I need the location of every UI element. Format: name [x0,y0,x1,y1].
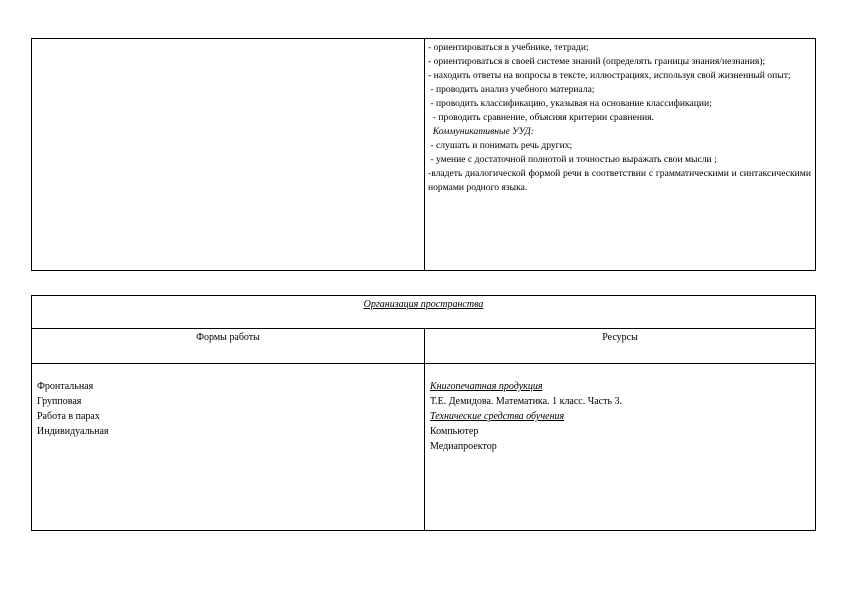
resource-category: Технические средства обучения [430,411,565,422]
skill-line: - находить ответы на вопросы в тексте, иллюстрациях, используя свой жизненный опыт; [428,70,791,81]
uud-skills-cell [428,41,811,195]
skill-line: - умение с достаточной полнотой и точностью выражать свои мысли ; [428,154,717,165]
skill-line: - ориентироваться в учебнике, тетради; [428,42,589,53]
column-divider [424,328,425,530]
communicative-uud-heading: Коммуникативные УУД: [428,126,534,137]
column-divider [424,39,425,270]
table-title: Организация пространства [363,299,484,310]
skill-line: -владеть диалогической формой речи в соответствии с грамматическими и синтаксическими нормами родного языка. [428,168,811,193]
uud-table [31,38,816,271]
form-item: Индивидуальная [37,426,109,437]
form-item: Групповая [37,396,82,407]
forms-header: Формы работы [196,332,260,343]
resources-cell [430,379,622,454]
skill-line: - ориентироваться в своей системе знаний (определять границы знания/незнания); [428,56,766,67]
resource-item: Компьютер [430,426,479,437]
forms-cell [37,379,109,439]
form-item: Фронтальная [37,381,94,392]
form-item: Работа в парах [37,411,100,422]
skill-line: - слушать и понимать речь других; [428,140,573,151]
skill-line: - проводить анализ учебного материала; [428,84,595,95]
skill-line: - проводить классификацию, указывая на основание классификации; [428,98,712,109]
resource-item: Медиапроектор [430,441,497,452]
space-organization-table [31,295,816,531]
resources-header: Ресурсы [602,332,638,343]
resource-category: Книгопечатная продукция [430,381,543,392]
skill-line: - проводить сравнение, объясняя критерии сравнения. [428,112,654,123]
resource-item: Т.Е. Демидова. Математика. 1 класс. Часть 3. [430,396,623,407]
